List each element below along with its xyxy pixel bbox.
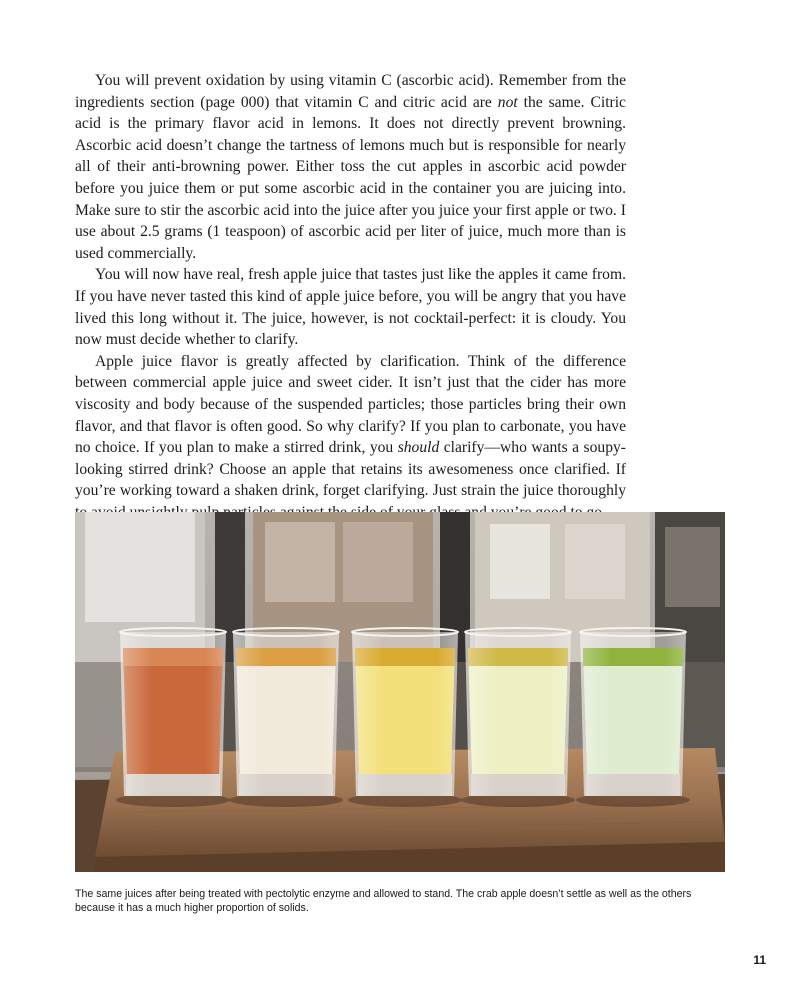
juice-glass-5	[576, 628, 690, 807]
paragraph-oxidation: You will prevent oxidation by using vitamin C (ascorbic acid). Remember from the ingredients section (page 000) that vitamin C and citric acid are not the same. Citric acid is the primary flavor acid in lemons. It does not directly prevent browning. Ascorbic acid doesn’t change the tartness of lemons much but is responsible for nearly all of their anti-browning power. Either toss the cut apples in ascorbic acid powder before you juice them or put some ascorbic acid in the container you are juicing into. Make sure to stir the ascorbic acid into the juice after you juice your first apple or two. I use about 2.5 grams (1 teaspoon) of ascorbic acid per liter of juice, much more than is used commercially.	[75, 72, 626, 262]
juice-glass-4	[461, 628, 575, 807]
juice-glass-2	[229, 628, 343, 807]
juice-glass-3	[348, 628, 462, 807]
paragraph-fresh-juice: You will now have real, fresh apple juice that tastes just like the apples it came from. If you have never tasted this kind of apple juice before, you will be angry that you have lived this long without it. The juice, however, is not cocktail-perfect: it is cloudy. You now must decide whether to clarify.	[75, 266, 626, 349]
page-number: 11	[753, 953, 766, 967]
juice-glass-1	[116, 628, 230, 807]
paragraph-clarification: Apple juice flavor is greatly affected by clarification. Think of the difference between commercial apple juice and sweet cider. It isn’t just that the cider has more viscosity and body because of the suspended particles; those particles bring their own flavor, and that flavor is often good. So why clarify? If you plan to carbonate, you have no choice. If you plan to make a stirred drink, you should clarify—who wants a soupy-looking stirred drink? Choose an apple that retains its awesomeness once clarified. If you’re working toward a shaken drink, forget clarifying. Just strain the juice thoroughly	[75, 352, 626, 500]
juice-glasses-photo	[75, 512, 725, 872]
body-text	[75, 70, 626, 523]
figure-caption: The same juices after being treated with pectolytic enzyme and allowed to stand. The crab apple doesn’t settle as well as the others because it has a much higher proportion of solids.	[75, 888, 692, 914]
